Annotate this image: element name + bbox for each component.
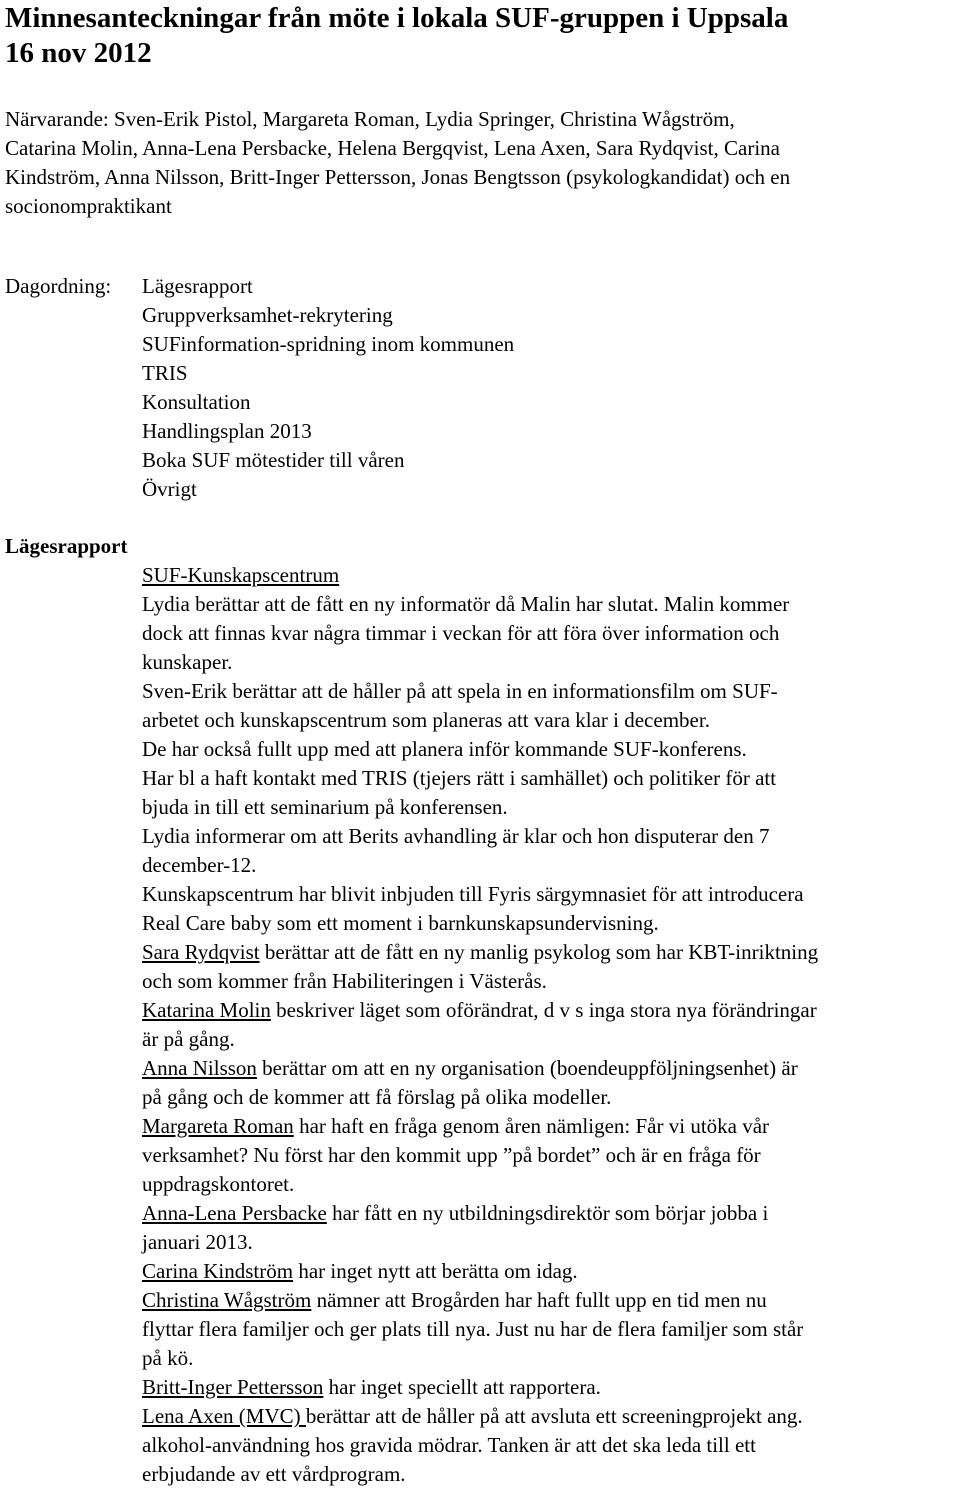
report-text: Sven-Erik berättar att de håller på att spela in en informationsfilm om SUF- <box>142 679 778 703</box>
report-text: Lydia berättar att de fått en ny informatör då Malin har slutat. Malin kommer <box>142 592 790 616</box>
report-text: berättar att de fått en ny manlig psykolog som har KBT-inriktning <box>259 940 819 964</box>
report-line <box>142 1460 960 1489</box>
report-line <box>142 677 960 706</box>
agenda-item: Boka SUF mötestider till våren <box>142 448 405 472</box>
agenda <box>5 272 960 504</box>
report-text: verksamhet? Nu först har den kommit upp ”på bordet” och är en fråga för <box>142 1143 761 1167</box>
agenda-list <box>142 272 514 504</box>
report-line <box>142 1228 960 1257</box>
member-name: Anna Nilsson <box>142 1056 257 1080</box>
report-text: flyttar flera familjer och ger plats till nya. Just nu har de flera familjer som står <box>142 1317 804 1341</box>
report-text: berättar om att en ny organisation (boendeuppföljningsenhet) är <box>256 1056 798 1080</box>
report-line <box>142 1373 960 1402</box>
member-name: Carina Kindström <box>142 1259 294 1283</box>
report-text: bjuda in till ett seminarium på konferensen. <box>142 795 508 819</box>
report-text: berättar att de håller på att avsluta ett screeningprojekt ang. <box>305 1404 803 1428</box>
section-subheading: SUF-Kunskapscentrum <box>142 563 340 587</box>
report-line <box>142 1286 960 1315</box>
report-text: De har också fullt upp med att planera inför kommande SUF-konferens. <box>142 737 747 761</box>
report-line <box>142 938 960 967</box>
report-line <box>142 793 960 822</box>
report-text: nämner att Brogården har haft fullt upp en tid men nu <box>311 1288 767 1312</box>
member-name: Lena Axen (MVC) <box>142 1404 306 1428</box>
report-text: beskriver läget som oförändrat, d v s inga stora nya förändringar <box>270 998 817 1022</box>
report-text: erbjudande av ett vårdprogram. <box>142 1462 406 1486</box>
report-text: Har bl a haft kontakt med TRIS (tjejers rätt i samhället) och politiker för att <box>142 766 777 790</box>
report-line <box>142 996 960 1025</box>
report-line <box>142 764 960 793</box>
report-line <box>142 909 960 938</box>
report-line <box>142 1054 960 1083</box>
report-line <box>142 1257 960 1286</box>
member-name: Katarina Molin <box>142 998 271 1022</box>
report-line <box>142 1344 960 1373</box>
report-line <box>142 1315 960 1344</box>
report-text: Kunskapscentrum har blivit inbjuden till Fyris särgymnasiet för att introducera <box>142 882 804 906</box>
report-line <box>142 1170 960 1199</box>
member-name: Sara Rydqvist <box>142 940 260 964</box>
report-line <box>142 706 960 735</box>
document-title <box>5 0 960 71</box>
section-heading: Lägesrapport <box>5 534 128 558</box>
agenda-item: TRIS <box>142 361 188 385</box>
report-line <box>142 1083 960 1112</box>
attendees-line: Närvarande: Sven-Erik Pistol, Margareta Roman, Lydia Springer, Christina Wågström, <box>5 107 735 131</box>
attendees-paragraph <box>5 105 960 221</box>
agenda-item: Gruppverksamhet-rekrytering <box>142 303 393 327</box>
member-name: Margareta Roman <box>142 1114 294 1138</box>
report-line <box>142 1199 960 1228</box>
report-text: uppdragskontoret. <box>142 1172 295 1196</box>
report-text: har haft en fråga genom åren nämligen: Får vi utöka vår <box>293 1114 770 1138</box>
agenda-item: Lägesrapport <box>142 274 253 298</box>
member-name: Anna-Lena Persbacke <box>142 1201 327 1225</box>
report-text: kunskaper. <box>142 650 233 674</box>
agenda-item: Konsultation <box>142 390 251 414</box>
report-line <box>142 590 960 619</box>
member-name: Christina Wågström <box>142 1288 312 1312</box>
report-text: dock att finnas kvar några timmar i veckan för att föra över information och <box>142 621 780 645</box>
section-body <box>142 561 960 1489</box>
report-line <box>142 880 960 909</box>
report-text: alkohol-användning hos gravida mödrar. Tanken är att det ska leda till ett <box>142 1433 756 1457</box>
report-text: arbetet och kunskapscentrum som planeras att vara klar i december. <box>142 708 710 732</box>
report-text: Real Care baby som ett moment i barnkunskapsundervisning. <box>142 911 659 935</box>
title-line-1: Minnesanteckningar från möte i lokala SUF-gruppen i Uppsala <box>5 2 789 34</box>
report-line <box>142 619 960 648</box>
report-line <box>142 851 960 880</box>
agenda-item: Handlingsplan 2013 <box>142 419 312 443</box>
report-line <box>142 735 960 764</box>
report-text: och som kommer från Habiliteringen i Västerås. <box>142 969 547 993</box>
attendees-line: Catarina Molin, Anna-Lena Persbacke, Helena Bergqvist, Lena Axen, Sara Rydqvist, Carina <box>5 136 780 160</box>
attendees-line: socionompraktikant <box>5 194 172 218</box>
report-line <box>142 1141 960 1170</box>
report-text: har inget nytt att berätta om idag. <box>293 1259 578 1283</box>
report-line <box>142 1431 960 1460</box>
report-text: har inget speciellt att rapportera. <box>323 1375 601 1399</box>
attendees-line: Kindström, Anna Nilsson, Britt-Inger Pettersson, Jonas Bengtsson (psykologkandidat) och en <box>5 165 791 189</box>
agenda-item: Övrigt <box>142 477 197 501</box>
report-line <box>142 822 960 851</box>
report-text: har fått en ny utbildningsdirektör som börjar jobba i <box>326 1201 769 1225</box>
agenda-label: Dagordning: <box>5 274 112 298</box>
report-line <box>142 1112 960 1141</box>
report-text: januari 2013. <box>142 1230 253 1254</box>
title-line-2: 16 nov 2012 <box>5 37 152 69</box>
report-text: på kö. <box>142 1346 194 1370</box>
agenda-item: SUFinformation-spridning inom kommunen <box>142 332 515 356</box>
report-text: är på gång. <box>142 1027 235 1051</box>
report-text: Lydia informerar om att Berits avhandling är klar och hon disputerar den 7 <box>142 824 770 848</box>
report-text: på gång och de kommer att få förslag på olika modeller. <box>142 1085 612 1109</box>
report-line <box>142 967 960 996</box>
report-line <box>142 1402 960 1431</box>
document <box>5 0 960 1489</box>
member-name: Britt-Inger Pettersson <box>142 1375 324 1399</box>
report-line <box>142 648 960 677</box>
report-text: december-12. <box>142 853 257 877</box>
report-lines <box>142 590 960 1489</box>
report-line <box>142 1025 960 1054</box>
